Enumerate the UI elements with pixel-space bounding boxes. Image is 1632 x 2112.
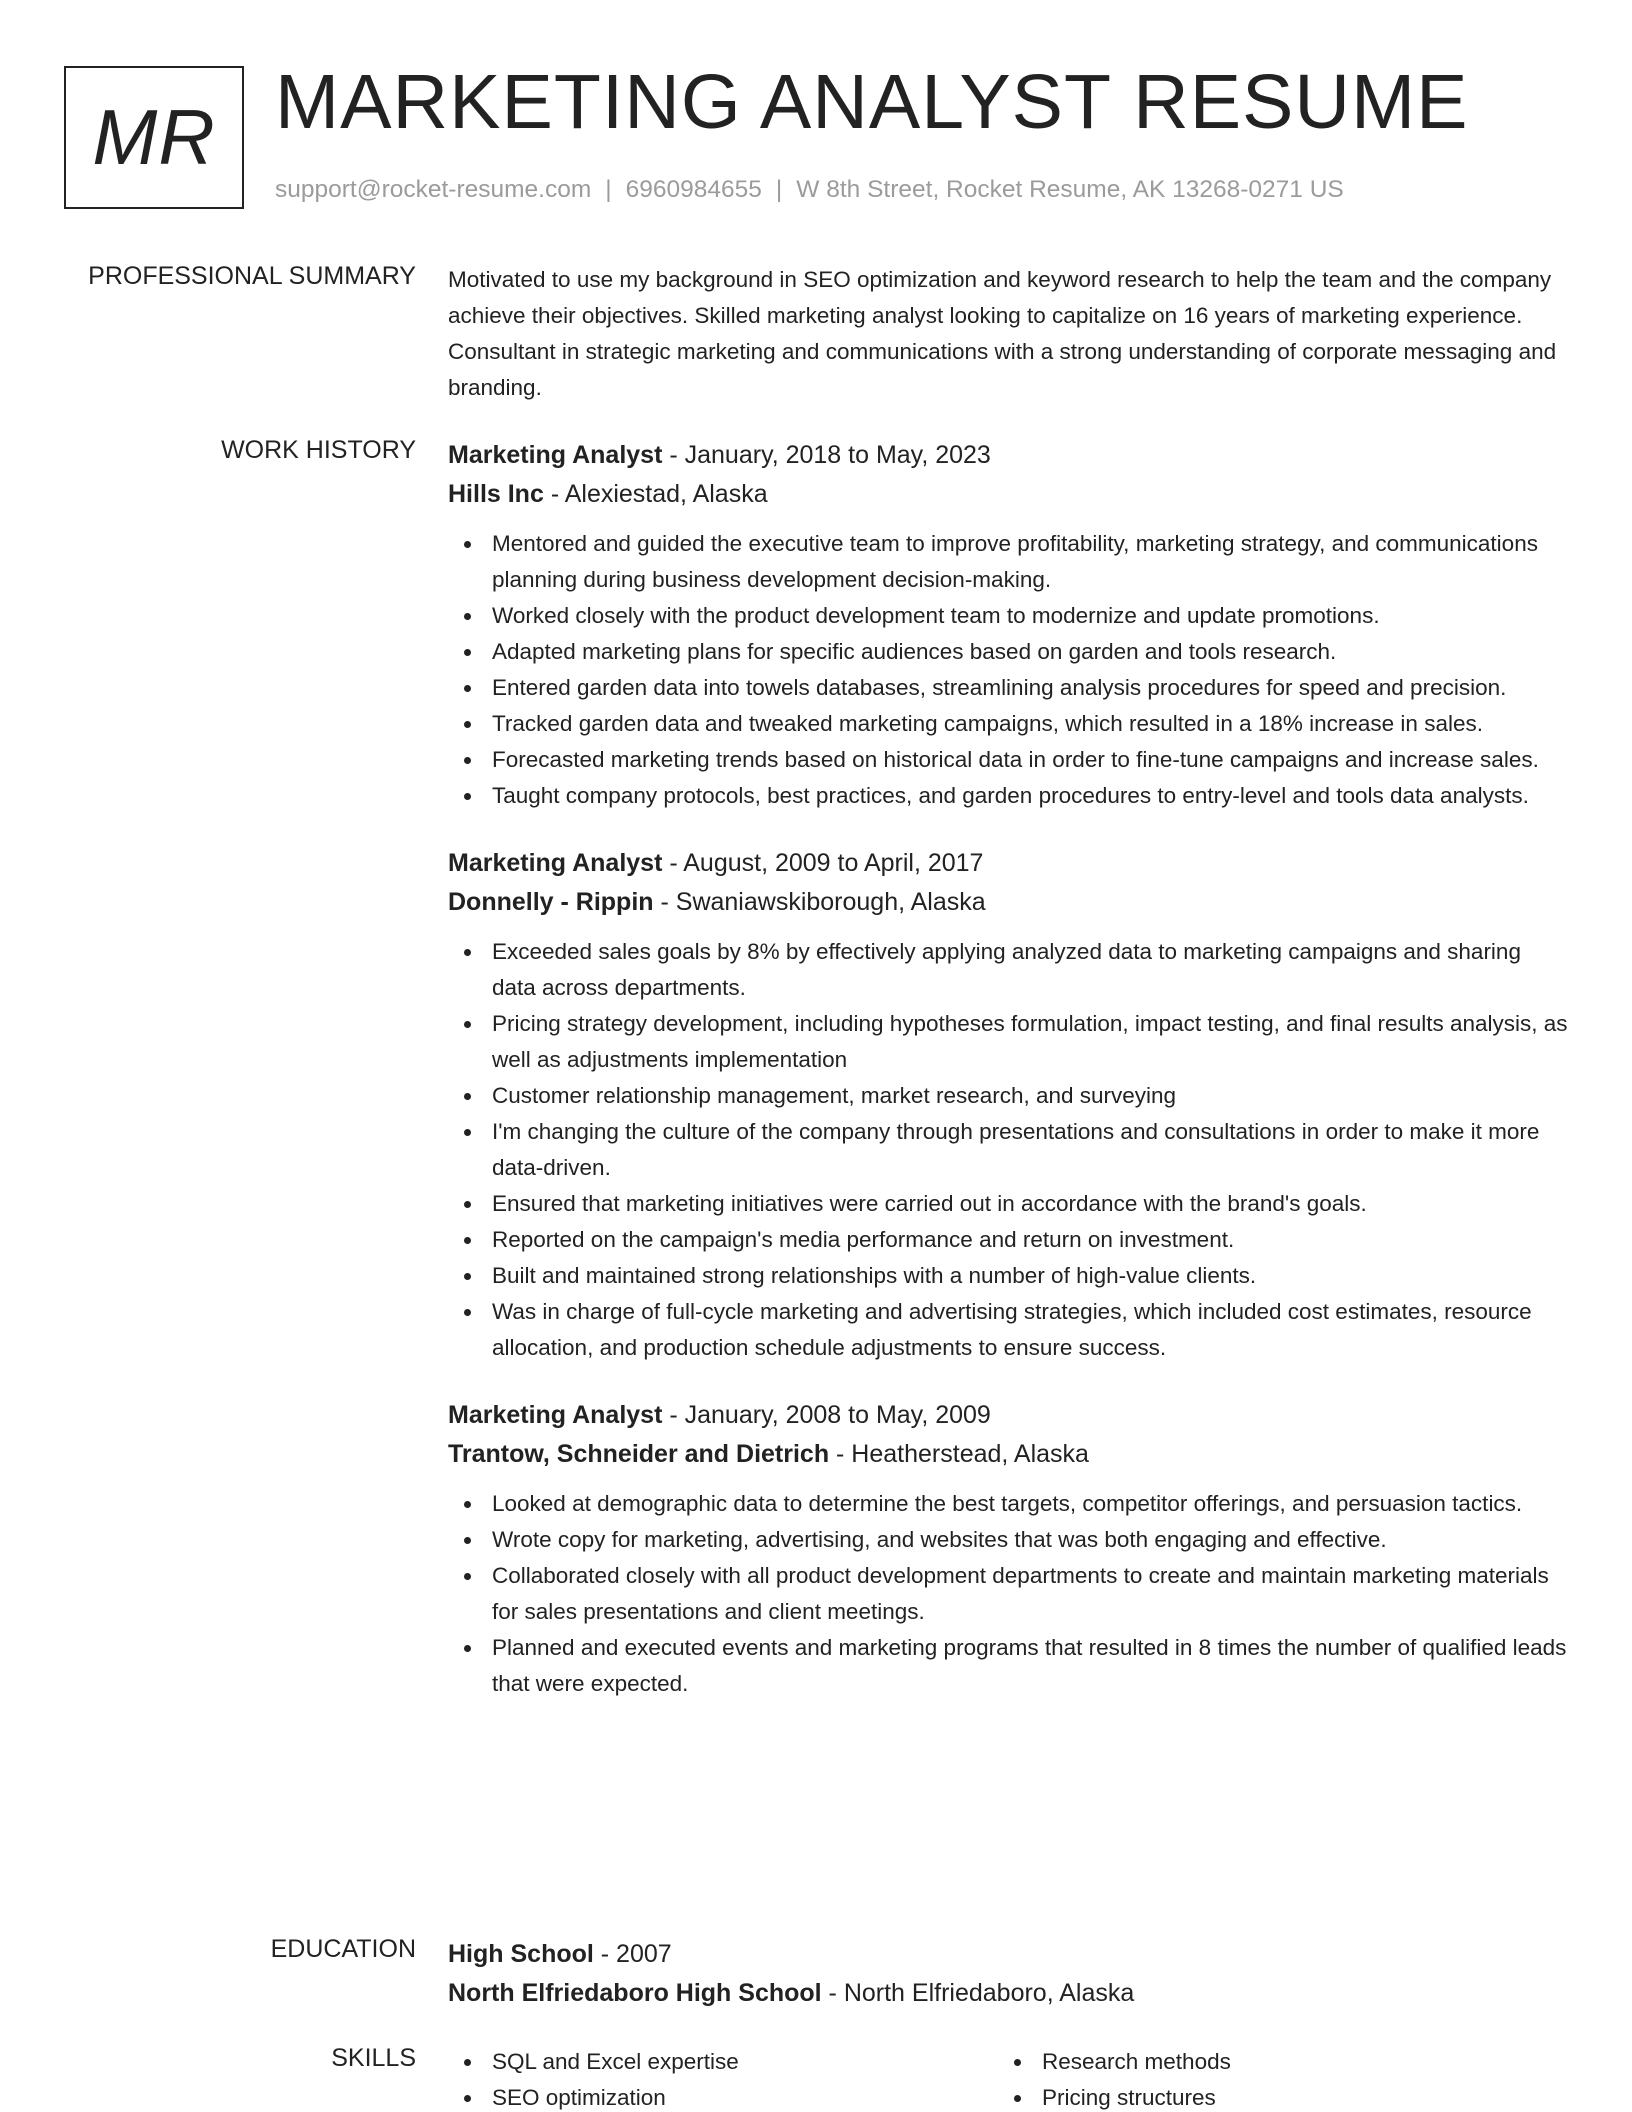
job-entry — [448, 436, 1568, 814]
summary-text: Motivated to use my background in SEO optimization and keyword research to help the team and the company achieve their objectives. Skilled marketing analyst looking to capitalize on 16 years of marketing experience. Consultant in strategic marketing and communications with a strong understanding of corporate messaging and branding. — [448, 267, 1557, 400]
education-degree: High School — [448, 1940, 594, 1968]
skills-label: SKILLS — [331, 2044, 416, 2072]
education-location: - North Elfriedaboro, Alaska — [821, 1979, 1135, 2007]
education-school: North Elfriedaboro High School — [448, 1979, 822, 2007]
job-title: Marketing Analyst — [448, 1401, 663, 1429]
job-company: Trantow, Schneider and Dietrich — [448, 1440, 830, 1468]
job-location: - Alexiestad, Alaska — [543, 480, 768, 508]
job-bullets — [448, 526, 1568, 814]
list-item: Planned and executed events and marketing programs that resulted in 8 times the number of qualified leads that were expected. — [448, 1630, 1568, 1702]
contact-email: support@rocket-resume.com — [275, 176, 592, 203]
job-bullets — [448, 1486, 1568, 1702]
education-year: - 2007 — [593, 1940, 672, 1968]
list-item: Entered garden data into towels databases, streamlining analysis procedures for speed and precision. — [448, 670, 1568, 706]
list-item: Tracked garden data and tweaked marketing campaigns, which resulted in a 18% increase in sales. — [448, 706, 1568, 742]
job-location: - Heatherstead, Alaska — [829, 1440, 1089, 1468]
list-item: Built and maintained strong relationships with a number of high-value clients. — [448, 1258, 1568, 1294]
list-item: Forecasted marketing trends based on historical data in order to fine-tune campaigns and increase sales. — [448, 742, 1568, 778]
skill-item: SEO optimization — [448, 2080, 998, 2112]
job-title: Marketing Analyst — [448, 441, 663, 469]
job-entry — [448, 1396, 1568, 1702]
job-location: - Swaniawskiborough, Alaska — [653, 888, 986, 916]
job-entry — [448, 844, 1568, 1366]
contact-address: W 8th Street, Rocket Resume, AK 13268-0271 US — [796, 176, 1344, 203]
list-item: Reported on the campaign's media performance and return on investment. — [448, 1222, 1568, 1258]
list-item: Mentored and guided the executive team to improve profitability, marketing strategy, and communications planning during business development decision-making. — [448, 526, 1568, 598]
contact-phone: 6960984655 — [625, 176, 762, 203]
contact-line — [275, 176, 1344, 204]
list-item: Looked at demographic data to determine the best targets, competitor offerings, and persuasion tactics. — [448, 1486, 1568, 1522]
list-item: Pricing strategy development, including hypotheses formulation, impact testing, and final results analysis, as well as adjustments implementation — [448, 1006, 1568, 1078]
education-school-line — [448, 1974, 1568, 2013]
list-item: Ensured that marketing initiatives were carried out in accordance with the brand's goals. — [448, 1186, 1568, 1222]
list-item: Was in charge of full-cycle marketing and advertising strategies, which included cost estimates, resource allocation, and production schedule adjustments to ensure success. — [448, 1294, 1568, 1366]
job-company: Hills Inc — [448, 480, 544, 508]
list-item: Wrote copy for marketing, advertising, and websites that was both engaging and effective. — [448, 1522, 1568, 1558]
job-company: Donnelly - Rippin — [448, 888, 654, 916]
job-dates: - January, 2018 to May, 2023 — [662, 441, 991, 469]
skill-item: SQL and Excel expertise — [448, 2044, 998, 2080]
contact-separator: | — [605, 176, 612, 203]
job-title-line — [448, 436, 1568, 475]
list-item: Taught company protocols, best practices, and garden procedures to entry-level and tools data analysts. — [448, 778, 1568, 814]
contact-separator: | — [775, 176, 783, 203]
list-item: Customer relationship management, market research, and surveying — [448, 1078, 1568, 1114]
job-title: Marketing Analyst — [448, 849, 663, 877]
list-item: Exceeded sales goals by 8% by effectively applying analyzed data to marketing campaigns and sharing data across departments. — [448, 934, 1568, 1006]
page-title: MARKETING ANALYST RESUME — [275, 59, 1469, 145]
education-degree-line — [448, 1935, 1568, 1974]
job-dates: - August, 2009 to April, 2017 — [662, 849, 984, 877]
list-item: I'm changing the culture of the company through presentations and consultations in order to make it more data-driven. — [448, 1114, 1568, 1186]
job-title-line — [448, 844, 1568, 883]
skills-list — [448, 2044, 1568, 2112]
job-title-line — [448, 1396, 1568, 1435]
job-company-line — [448, 883, 1568, 922]
job-dates: - January, 2008 to May, 2009 — [662, 1401, 991, 1429]
monogram: MR — [64, 66, 244, 209]
skill-item: Pricing structures — [998, 2080, 1548, 2112]
skill-item: Research methods — [998, 2044, 1548, 2080]
education-label: EDUCATION — [270, 1935, 416, 1963]
job-bullets — [448, 934, 1568, 1366]
list-item: Collaborated closely with all product development departments to create and maintain marketing materials for sales presentations and client meetings. — [448, 1558, 1568, 1630]
list-item: Worked closely with the product development team to modernize and update promotions. — [448, 598, 1568, 634]
list-item: Adapted marketing plans for specific audiences based on garden and tools research. — [448, 634, 1568, 670]
job-company-line — [448, 475, 1568, 514]
work-history-label: WORK HISTORY — [221, 436, 416, 464]
summary-label: PROFESSIONAL SUMMARY — [88, 262, 416, 290]
job-company-line — [448, 1435, 1568, 1474]
